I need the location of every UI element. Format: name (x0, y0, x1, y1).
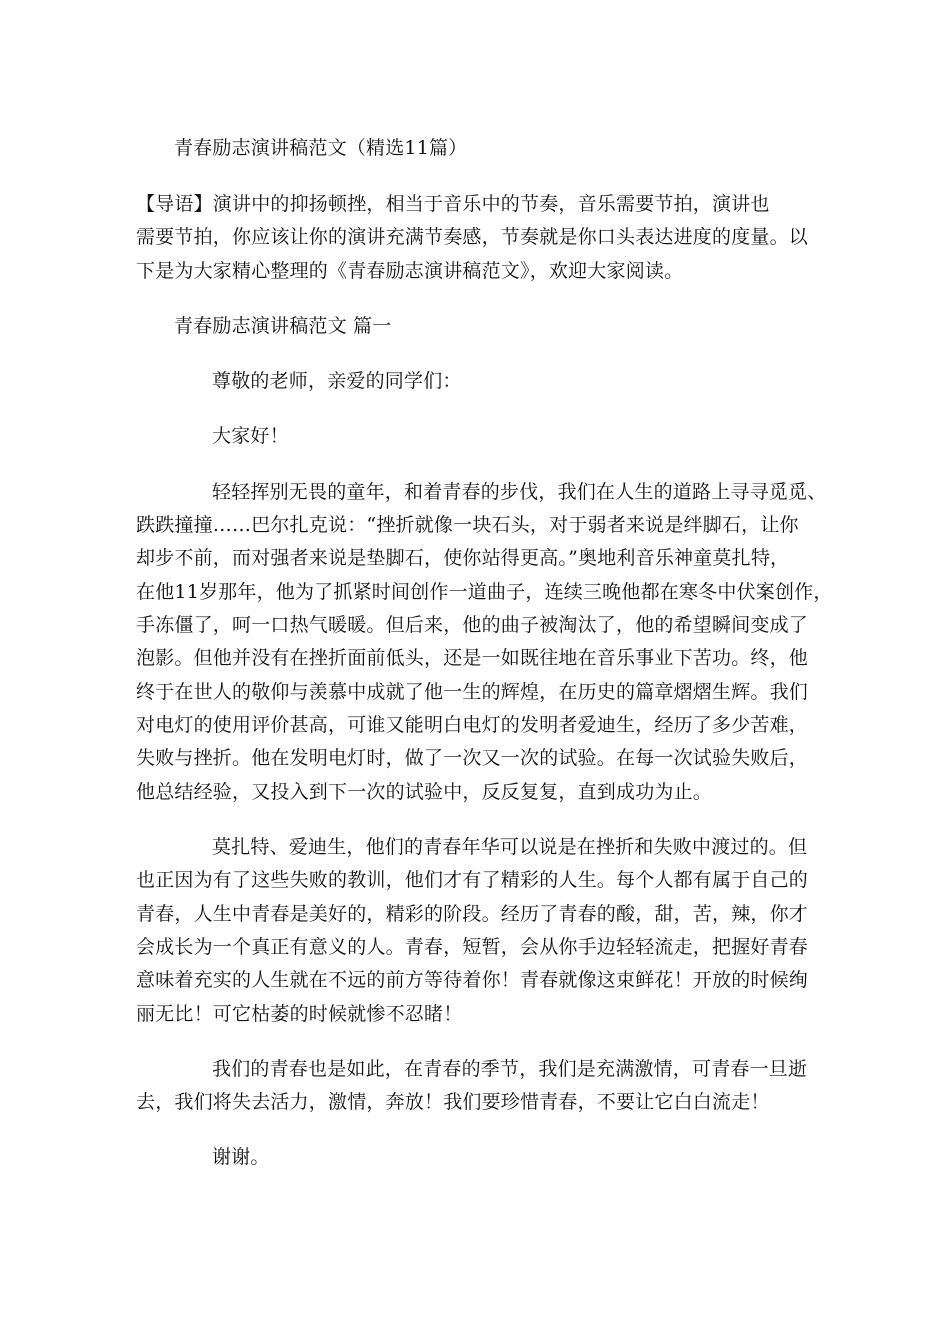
paragraph2-line-5: 意味着充实的人生就在不远的前方等待着你！青春就像这束鲜花！开放的时候绚 (136, 969, 809, 991)
paragraph1-line-9: 失败与挫折。他在发明电灯时，做了一次又一次的试验。在每一次试验失败后， (136, 747, 809, 769)
greeting: 大家好！ (212, 425, 289, 447)
intro-line-3: 下是为大家精心整理的《青春励志演讲稿范文》，欢迎大家阅读。 (136, 260, 684, 282)
intro-line-1: 【导语】演讲中的抑扬顿挫，相当于音乐中的节奏，音乐需要节拍，演讲也 (136, 193, 770, 215)
paragraph2-line-3: 青春，人生中青春是美好的，精彩的阶段。经历了青春的酸，甜，苦，辣，你才 (136, 903, 809, 925)
paragraph1-line-2: 跌跌撞撞……巴尔扎克说：“挫折就像一块石头，对于弱者来说是绊脚石，让你 (136, 514, 799, 536)
paragraph1-line-5: 手冻僵了，呵一口热气暖暖。但后来，他的曲子被淘汰了，他的希望瞬间变成了 (136, 614, 809, 636)
paragraph1-line-1: 轻轻挥别无畏的童年，和着青春的步伐，我们在人生的道路上寻寻觅觅、 (212, 481, 827, 503)
intro-line-2: 需要节拍，你应该让你的演讲充满节奏感，节奏就是你口头表达进度的度量。以 (136, 226, 809, 248)
section-heading: 青春励志演讲稿范文 篇一 (174, 315, 392, 337)
document-title: 青春励志演讲稿范文（精选11篇） (174, 137, 468, 159)
paragraph2-line-2: 也正因为有了这些失败的教训，他们才有了精彩的人生。每个人都有属于自己的 (136, 869, 809, 891)
paragraph3-line-1: 我们的青春也是如此，在青春的季节，我们是充满激情，可青春一旦逝 (212, 1058, 808, 1080)
paragraph2-line-1: 莫扎特、爱迪生，他们的青春年华可以说是在挫折和失败中渡过的。但 (212, 836, 808, 858)
salutation: 尊敬的老师，亲爱的同学们： (212, 370, 462, 392)
paragraph1-line-10: 他总结经验，又投入到下一次的试验中，反反复复，直到成功为止。 (136, 781, 713, 803)
paragraph1-line-6: 泡影。但他并没有在挫折面前低头，还是一如既往地在音乐事业下苦功。终，他 (136, 647, 809, 669)
closing: 谢谢。 (212, 1146, 270, 1168)
paragraph2-line-6: 丽无比！可它枯萎的时候就惨不忍睹！ (136, 1003, 463, 1025)
paragraph1-line-3: 却步不前，而对强者来说是垫脚石，使你站得更高。”奥地利音乐神童莫扎特， (136, 547, 790, 569)
paragraph1-line-8: 对电灯的使用评价甚高，可谁又能明白电灯的发明者爱迪生，经历了多少苦难， (136, 714, 809, 736)
paragraph3-line-2: 去，我们将失去活力，激情，奔放！我们要珍惜青春，不要让它白白流走！ (136, 1091, 770, 1113)
paragraph1-line-7: 终于在世人的敬仰与羡慕中成就了他一生的辉煌，在历史的篇章熠熠生辉。我们 (136, 681, 809, 703)
paragraph1-line-4: 在他11岁那年，他为了抓紧时间创作一道曲子，连续三晚他都在寒冬中伏案创作， (136, 581, 833, 603)
paragraph2-line-4: 会成长为一个真正有意义的人。青春，短暂，会从你手边轻轻流走，把握好青春 (136, 936, 809, 958)
